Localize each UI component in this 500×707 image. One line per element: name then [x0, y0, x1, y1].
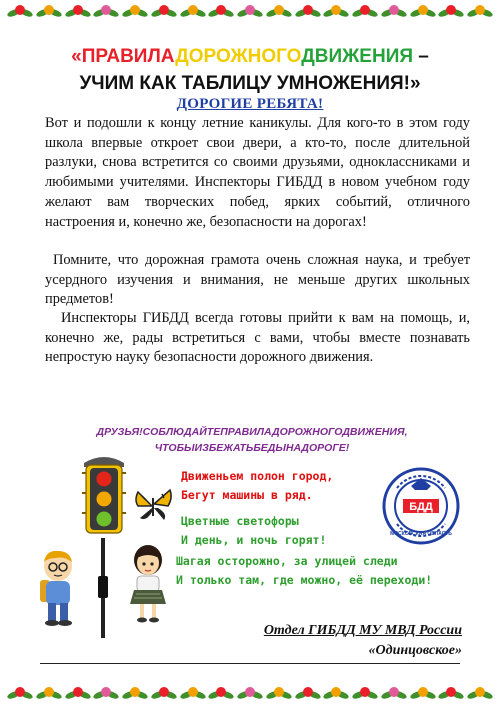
flower-icon: [409, 686, 437, 704]
greeting-heading: ДОРОГИЕ РЕБЯТА!: [176, 96, 324, 112]
flower-icon: [265, 686, 293, 704]
flower-icon: [64, 4, 92, 22]
flower-icon: [380, 686, 408, 704]
flower-icon: [92, 4, 120, 22]
bottom-flower-border: [6, 684, 494, 706]
flower-icon: [351, 4, 379, 22]
title-line-2: УЧИМ КАК ТАБЛИЦУ УМНОЖЕНИЯ!»: [79, 73, 421, 94]
flower-icon: [6, 686, 34, 704]
title-word-dvizheniya: ДВИЖЕНИЯ: [301, 46, 414, 67]
slogan: [62, 424, 442, 456]
boy-with-backpack-icon: [36, 548, 80, 630]
flower-icon: [322, 4, 350, 22]
traffic-pole-icon: [96, 538, 110, 638]
poem-stanza-green-1: [181, 512, 326, 550]
flower-icon: [35, 4, 63, 22]
flower-icon: [236, 686, 264, 704]
paragraph-inspectors: Инспекторы ГИБДД всегда готовы прийти к вам на помощь, и, конечно же, рады встретиться с вами, чтобы вместе познавать непростую науку безопасности дорожного движения.: [45, 310, 470, 366]
slogan-line-2: ЧТОБЫИЗБЕЖАТЬБЕДЫНАДОРОГЕ!: [154, 442, 350, 454]
flower-icon: [265, 4, 293, 22]
flower-icon: [351, 686, 379, 704]
title-line-1: [40, 43, 460, 70]
flower-icon: [294, 4, 322, 22]
flower-icon: [437, 686, 465, 704]
footer-divider: [40, 663, 460, 664]
poem-stanza-red: [181, 467, 333, 505]
poem-line: Бегут машины в ряд.: [181, 488, 313, 502]
flower-icon: [294, 686, 322, 704]
flower-icon: [409, 4, 437, 22]
flower-icon: [322, 686, 350, 704]
title-word-pravila: ПРАВИЛА: [81, 46, 176, 67]
paragraph-reminder: Помните, что дорожная грамота очень сложная наука, и требует усердного изучения и внимания, не меньше других школьных предметов!: [45, 252, 470, 308]
poem-stanza-green-2: [176, 552, 432, 590]
poem-line: Цветные светофоры: [181, 514, 299, 528]
flower-icon: [207, 4, 235, 22]
top-flower-border: [6, 2, 494, 24]
flower-icon: [6, 4, 34, 22]
slogan-line-1: ДРУЗЬЯ!СОБЛЮДАЙТЕПРАВИЛАДОРОЖНОГОДВИЖЕНИЯ,: [96, 426, 408, 438]
emblem-text: БДД: [409, 501, 433, 513]
bdd-emblem-icon: [381, 466, 461, 546]
flower-icon: [35, 686, 63, 704]
signature-department: Отдел ГИБДД МУ МВД России: [263, 623, 462, 638]
flower-icon: [179, 686, 207, 704]
flower-icon: [150, 686, 178, 704]
flower-icon: [64, 686, 92, 704]
page-title: [40, 43, 460, 97]
flower-icon: [466, 686, 494, 704]
flower-icon: [466, 4, 494, 22]
poem-line: Движеньем полон город,: [181, 469, 334, 483]
title-dash: –: [413, 46, 429, 67]
flower-icon: [92, 686, 120, 704]
emblem-ring-text: МОСКОВСКАЯ ОБЛАСТЬ: [390, 531, 452, 537]
signature: [264, 621, 462, 661]
signature-location: «Одинцовское»: [368, 643, 462, 658]
butterfly-icon: [132, 486, 174, 526]
flower-icon: [150, 4, 178, 22]
poem-line: Шагая осторожно, за улицей следи: [176, 554, 398, 568]
poem-line: И только там, где можно, её переходи!: [176, 573, 433, 587]
girl-schoolgirl-icon: [128, 542, 168, 626]
poem-line: И день, и ночь горят!: [181, 533, 327, 547]
flower-icon: [179, 4, 207, 22]
flower-icon: [121, 4, 149, 22]
flower-icon: [121, 686, 149, 704]
flower-icon: [236, 4, 264, 22]
flower-icon: [380, 4, 408, 22]
flower-icon: [207, 686, 235, 704]
title-open-quote: «: [71, 46, 82, 67]
title-word-dorozhnogo: ДОРОЖНОГО: [175, 46, 302, 67]
paragraph-intro: Вот и подошли к концу летние каникулы. Для кого-то в этом году школа впервые откроет свои двери, а кто-то, после длительной разлуки, снова встретится со своими друзьями, одноклассниками и любимыми учителями. Инспекторы ГИБДД в новом учебном году желают вам творческих побед, ярких событий, отличного настроения и, конечно же, безопасности на дорогах!: [45, 115, 470, 230]
flower-icon: [437, 4, 465, 22]
traffic-light-icon: [78, 453, 130, 535]
